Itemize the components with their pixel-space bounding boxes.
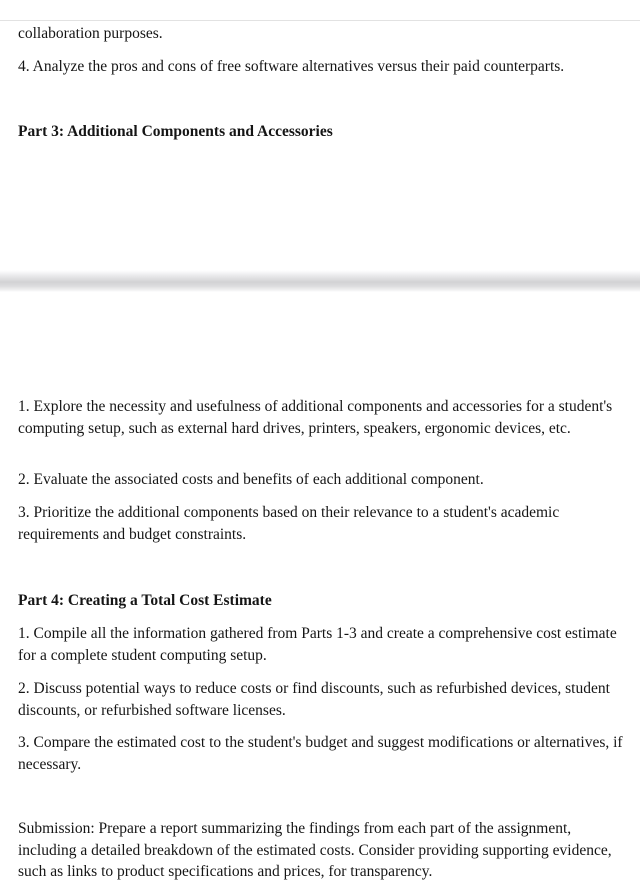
- part3-item-3: 3. Prioritize the additional components based on their relevance to a student's academic requirements and budget constraints.: [18, 504, 560, 543]
- part4-item-2: 2. Discuss potential ways to reduce costs or find discounts, such as refurbished devices, student discounts, or refurbished software licenses.: [18, 680, 610, 719]
- page-break-divider: [0, 270, 640, 292]
- part4-item-1: 1. Compile all the information gathered from Parts 1-3 and create a comprehensive cost estimate for a complete student computing setup.: [18, 625, 617, 664]
- part3-item-2: 2. Evaluate the associated costs and benefits of each additional component.: [18, 471, 484, 488]
- part3-item-1: 1. Explore the necessity and usefulness of additional components and accessories for a student's computing setup, such as external hard drives, printers, speakers, ergonomic devices, etc.: [18, 398, 613, 437]
- part4-item-3: 3. Compare the estimated cost to the student's budget and suggest modifications or alternatives, if necessary.: [18, 734, 623, 773]
- part3-heading: Part 3: Additional Components and Accessories: [18, 123, 333, 140]
- submission-text: Submission: Prepare a report summarizing the findings from each part of the assignment, including a detailed breakdown of the estimated costs. Consider providing supporting evidence, such as links to product specifications and prices, for transparency.: [18, 820, 612, 880]
- part2-item-4: 4. Analyze the pros and cons of free software alternatives versus their paid counterparts.: [18, 58, 565, 75]
- part2-continuation-text: collaboration purposes.: [18, 25, 163, 42]
- part4-heading: Part 4: Creating a Total Cost Estimate: [18, 592, 272, 609]
- page-top-divider: [0, 20, 640, 21]
